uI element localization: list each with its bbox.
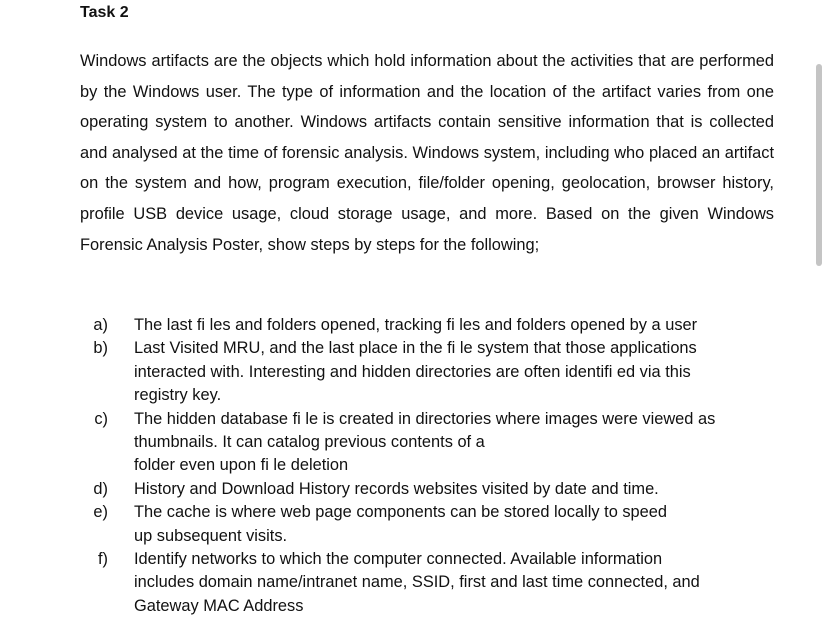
list-item-text: The last fi les and folders opened, tracking fi les and folders opened by a user [134,316,698,334]
list-item [80,478,780,501]
list-marker: d) [93,479,108,498]
list-item-text: The cache is where web page components can be stored locally to speed up subsequent visits. [134,503,668,545]
list-marker: e) [93,503,108,522]
list-item [80,501,780,548]
vertical-scrollbar[interactable] [816,64,822,266]
list-item [80,337,780,407]
list-marker: c) [94,409,108,428]
list-marker: b) [93,339,108,358]
list-item [80,548,780,618]
list-marker: a) [93,316,108,334]
intro-paragraph: Windows artifacts are the objects which hold information about the activities that are performed by the Windows user. The type of information and the location of the artifact varies from one operating system to another. Windows artifacts contain sensitive information that is collected and analysed at the time of forensic analysis. Windows system, including who placed an artifact on the system and how, program execution, file/folder opening, geolocation, browser history, profile USB device usage, cloud storage usage, and more. Based on the given Windows Forensic Analysis Poster, show steps by steps for the following; [80,52,774,254]
list-item-text: The hidden database fi le is created in directories where images were viewed as thumbnails. It can catalog previous contents of a folder even upon fi le deletion [134,409,716,475]
list-marker: f) [97,550,108,569]
task-list [80,314,780,618]
task-heading: Task 2 [80,4,129,21]
list-item [80,408,780,478]
list-item-text: Identify networks to which the computer connected. Available information includes domain name/intranet name, SSID, first and last time connected, and Gateway MAC Address [134,550,700,615]
list-item-text: History and Download History records websites visited by date and time. [134,479,659,498]
list-item [80,314,780,337]
list-item-text: Last Visited MRU, and the last place in the fi le system that those applications interacted with. Interesting and hidden directories are often identifi ed via this registry key. [134,339,697,405]
